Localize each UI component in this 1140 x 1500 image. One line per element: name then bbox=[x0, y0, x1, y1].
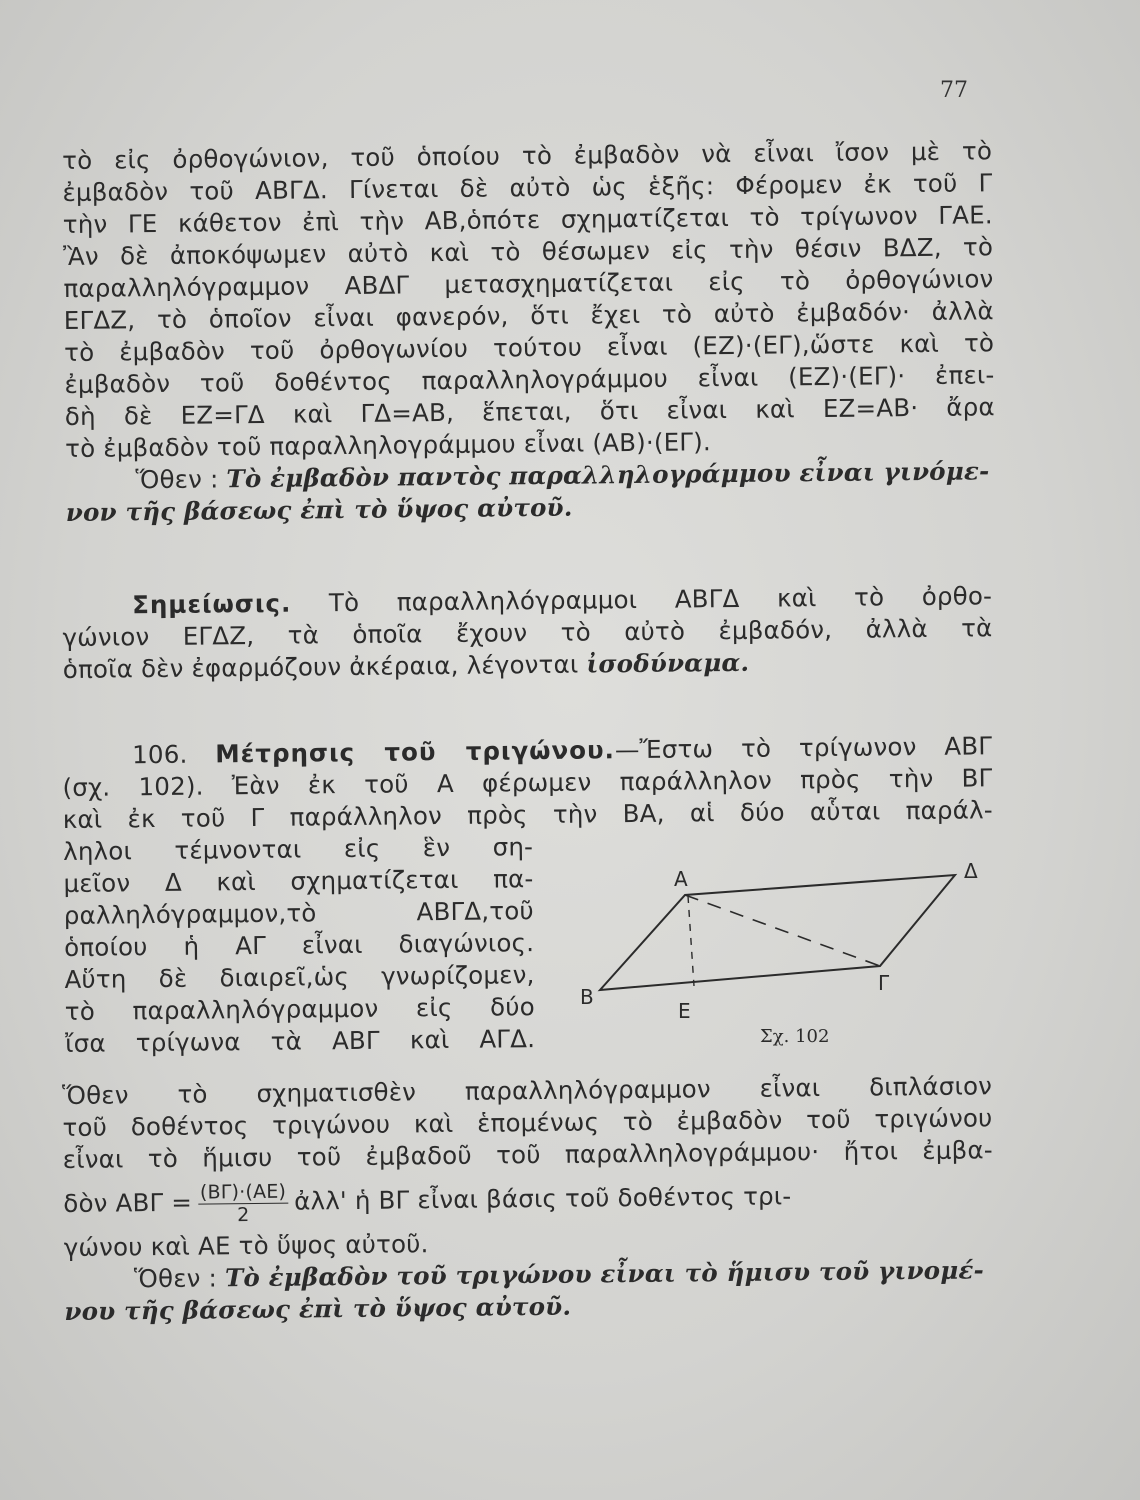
conclusion-prefix: Ὅθεν : bbox=[135, 464, 219, 495]
fraction-numerator: (ΒΓ)·(ΑΕ) bbox=[198, 1180, 288, 1204]
text-line: παραλληλόγραμμον ΑΒΔΓ μετασχηματίζεται εἰς τὸ ὀρθογώνιον bbox=[63, 264, 994, 303]
section-line: ὁποίου ἡ ΑΓ εἶναι διαγώνιος. bbox=[64, 928, 535, 962]
conclusion-statement: νον τῆς βάσεως ἐπὶ τὸ ὕψος αὐτοῦ. bbox=[65, 492, 573, 527]
section-narrow-text bbox=[63, 831, 535, 1060]
text-line: δὴ δὲ ΕΖ=ΓΔ καὶ ΓΔ=ΑΒ, ἕπεται, ὅτι εἶναι καὶ ΕΖ=ΑΒ· ἄρα bbox=[64, 392, 995, 431]
section-number: 106. bbox=[132, 739, 188, 770]
vertex-label-a: Α bbox=[674, 867, 688, 891]
text-line: τὸ ἐμβαδὸν τοῦ ὀρθογωνίου τούτου εἶναι (ΕΖ)·(ΕΓ),ὥστε καὶ τὸ bbox=[64, 328, 995, 367]
parallelogram-outline bbox=[600, 875, 955, 990]
area-fraction bbox=[198, 1180, 289, 1226]
note-paragraph bbox=[62, 580, 993, 686]
section-line: ἴσα τρίγωνα τὰ ΑΒΓ καὶ ΑΓΔ. bbox=[65, 1024, 536, 1058]
section-line: καὶ ἐκ τοῦ Γ παράλληλον πρὸς τὴν ΒΑ, αἱ δύο αὗται παράλ- bbox=[62, 795, 993, 834]
conclusion-prefix: Ὅθεν : bbox=[133, 1263, 218, 1294]
section-title: Μέτρησις τοῦ τριγώνου. bbox=[215, 735, 616, 769]
section-line: μεῖον Δ καὶ σχηματίζεται πα- bbox=[63, 864, 534, 898]
conclusion-statement: Τὸ ἐμβαδὸν τοῦ τριγώνου εἶναι τὸ ἥμισυ τοῦ γινομέ- bbox=[224, 1255, 985, 1293]
vertex-label-e: Ε bbox=[678, 999, 691, 1023]
vertex-label-d: Δ bbox=[964, 860, 978, 883]
text-line: εἶναι τὸ ἥμισυ τοῦ ἐμβαδοῦ τοῦ παραλληλογράμμου· ἤτοι ἐμβα- bbox=[62, 1135, 993, 1174]
section-line: τὸ παραλληλόγραμμον εἰς δύο bbox=[64, 992, 535, 1026]
note-text: ὁποῖα δὲν ἐφαρμόζουν ἀκέραια, λέγονται bbox=[62, 649, 579, 684]
text-line: ἐμβαδὸν τοῦ ΑΒΓΔ. Γίνεται δὲ αὐτὸ ὡς ἑξῆς: Φέρομεν ἐκ τοῦ Γ bbox=[62, 168, 993, 207]
note-line: γώνιον ΕΓΔΖ, τὰ ὁποῖα ἔχουν τὸ αὐτὸ ἐμβαδόν, ἀλλὰ τὰ bbox=[62, 613, 993, 652]
formula-line bbox=[63, 1166, 994, 1232]
figure-caption: Σχ. 102 bbox=[760, 1026, 830, 1047]
section-line: Αὕτη δὲ διαιρεῖ,ὡς γνωρίζομεν, bbox=[64, 960, 535, 994]
text-line: γώνου καὶ ΑΕ τὸ ὕψος αὐτοῦ. bbox=[63, 1229, 429, 1262]
fraction-denominator: 2 bbox=[237, 1203, 250, 1226]
text-line: τὸ ἐμβαδὸν τοῦ παραλληλογράμμου εἶναι (ΑΒ)·(ΕΓ). bbox=[65, 427, 712, 463]
text-line: ΕΓΔΖ, τὸ ὁποῖον εἶναι φανερόν, ὅτι ἔχει τὸ αὐτὸ ἐμβαδόν· ἀλλὰ bbox=[63, 296, 994, 335]
text-line: τοῦ δοθέντος τριγώνου καὶ ἑπομένως τὸ ἐμβαδὸν τοῦ τριγώνου bbox=[62, 1103, 993, 1142]
text-line: τὴν ΓΕ κάθετον ἐπὶ τὴν ΑΒ,ὁπότε σχηματίζεται τὸ τρίγωνον ΓΑΕ. bbox=[62, 200, 993, 239]
section-line: ραλληλόγραμμον,τὸ ΑΒΓΔ,τοῦ bbox=[63, 896, 534, 930]
note-term: ἰσοδύναμα. bbox=[586, 647, 750, 679]
text-line: Ὅθεν τὸ σχηματισθὲν παραλληλόγραμμον εἶναι διπλάσιον bbox=[62, 1071, 993, 1110]
page-number: 77 bbox=[940, 78, 968, 103]
text-line: Ἂν δὲ ἀποκόψωμεν αὐτὸ καὶ τὸ θέσωμεν εἰς τὴν θέσιν ΒΔΖ, τὸ bbox=[63, 232, 994, 271]
conclusion-statement: Τὸ ἐμβαδὸν παντὸς παραλληλογράμμου εἶναι γινόμε- bbox=[226, 456, 990, 494]
section-line: ληλοι τέμνονται εἰς ἓν ση- bbox=[63, 832, 534, 866]
paragraph-triangle-area bbox=[62, 1070, 995, 1328]
text-line: ἐμβαδὸν τοῦ δοθέντος παραλληλογράμμου εἶναι (ΕΖ)·(ΕΓ)· ἐπει- bbox=[64, 360, 995, 399]
vertex-label-b: Β bbox=[580, 985, 594, 1009]
vertex-label-g: Γ bbox=[878, 971, 890, 995]
formula-rest: ἀλλ' ἡ ΒΓ εἶναι βάσις τοῦ δοθέντος τρι- bbox=[294, 1181, 792, 1216]
note-heading: Σημείωσις. bbox=[132, 588, 292, 620]
text-line: τὸ εἰς ὀρθογώνιον, τοῦ ὁποίου τὸ ἐμβαδὸν νὰ εἶναι ἴσον μὲ τὸ bbox=[62, 136, 993, 175]
section-text: —Ἔστω τὸ τρίγωνον ΑΒΓ bbox=[614, 731, 993, 765]
section-line: (σχ. 102). Ἐὰν ἐκ τοῦ Α φέρωμεν παράλληλον πρὸς τὴν ΒΓ bbox=[62, 763, 993, 802]
formula-prefix: δὸν ΑΒΓ = bbox=[63, 1187, 193, 1218]
figure-102-parallelogram bbox=[570, 860, 1010, 1060]
conclusion-statement: νου τῆς βάσεως ἐπὶ τὸ ὕψος αὐτοῦ. bbox=[64, 1291, 572, 1326]
height-line bbox=[688, 896, 694, 986]
note-text: Τὸ παραλληλόγραμμοι ΑΒΓΔ καὶ τὸ ὀρθο- bbox=[328, 581, 993, 618]
paragraph-parallelogram-area bbox=[62, 135, 996, 529]
diagonal-line bbox=[685, 895, 880, 966]
